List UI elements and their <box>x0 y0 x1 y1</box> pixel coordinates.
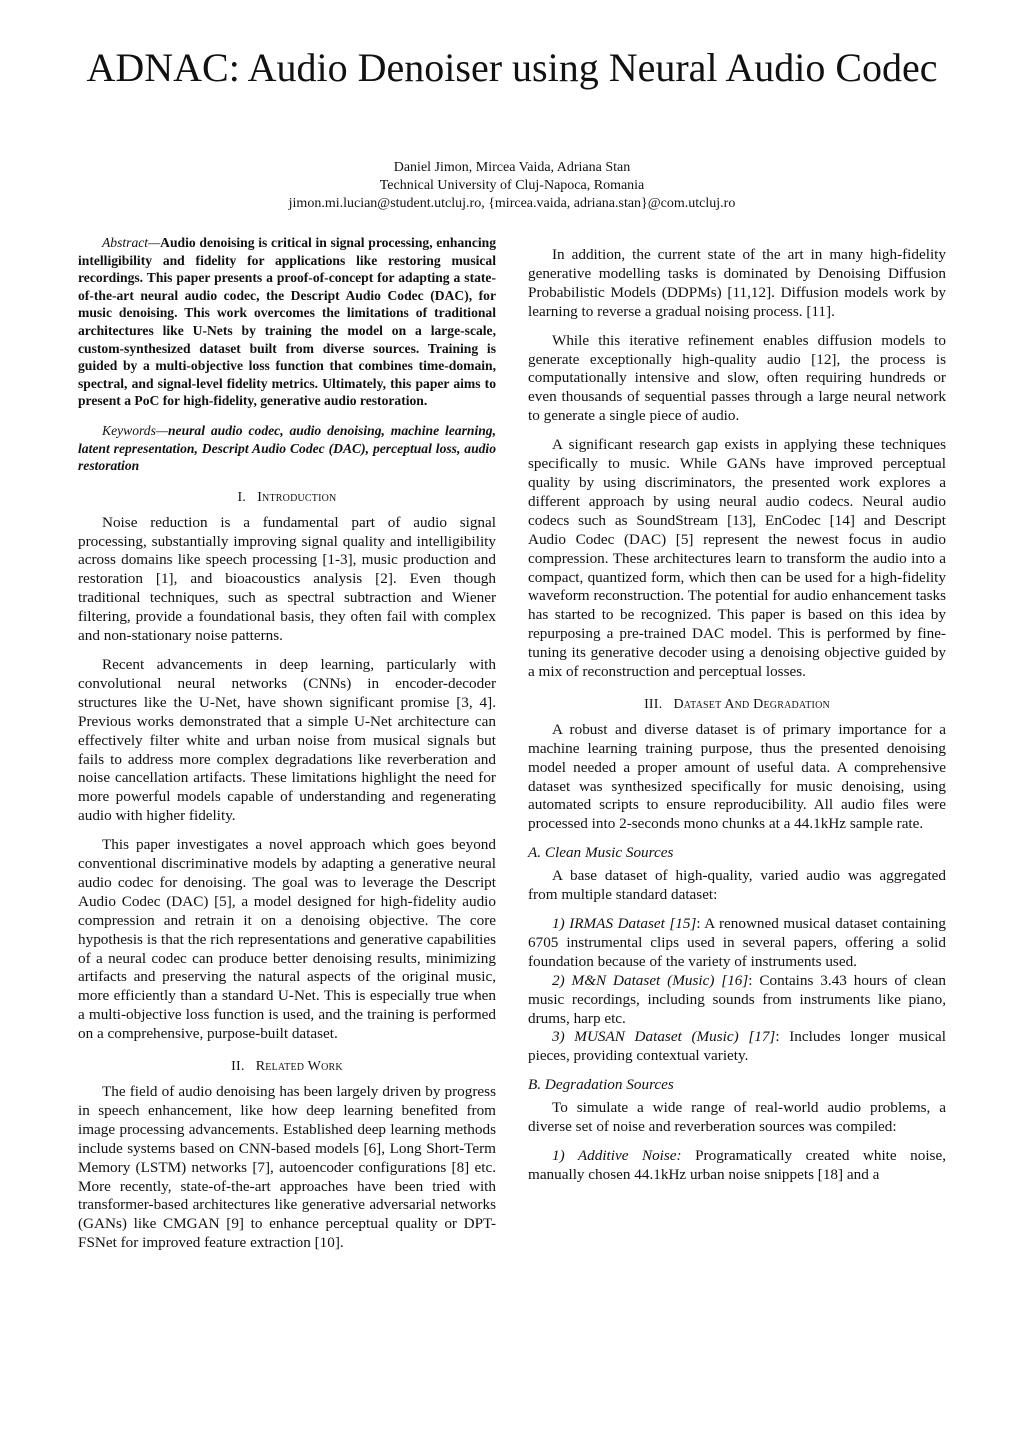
section-heading-dataset <box>528 696 946 715</box>
paper-title: ADNAC: Audio Denoiser using Neural Audio Codec <box>86 45 938 90</box>
author-block <box>80 159 944 213</box>
keywords-text: neural audio codec, audio denoising, machine learning, latent representation, Descript Audio Codec (DAC), perceptual loss, audio restoration <box>78 422 496 474</box>
intro-paragraph-2: Recent advancements in deep learning, particularly with convolutional neural networks (CNNs) in encoder-decoder structures like the U-Net, have shown significant promise [3, 4]. Previous works demonstrated that a simple U-Net architecture can effectively filter white and urban noise from musical signals but fails to address more complex degradations like reverberation and noise cancellation artifacts. These limitations highlight the need for more powerful models capable of understanding and regenerating audio with higher fidelity. <box>78 655 496 825</box>
section-title: Dataset And Degradation <box>673 696 830 712</box>
list-item-text: : A renowned musical dataset containing 6705 instrumental clips used in several papers, offering a solid foundation because of the variety of instruments used. <box>528 915 946 970</box>
list-item-additive-noise <box>528 1147 946 1185</box>
section-title: Introduction <box>257 489 337 505</box>
left-column <box>78 234 496 1253</box>
keywords <box>78 422 496 475</box>
right-column <box>528 234 946 1185</box>
list-item-text: : Includes longer musical pieces, providing contextual variety. <box>528 1028 946 1065</box>
clean-music-paragraph: A base dataset of high-quality, varied audio was aggregated from multiple standard dataset: <box>528 867 946 904</box>
related-paragraph-3: While this iterative refinement enables diffusion models to generate exceptionally high-quality audio [12], the process is computationally intensive and slow, often requiring hundreds or even thousands of sequential passes through a large neural network to generate a single piece of audio. <box>528 331 946 425</box>
list-item-label: 1) Additive Noise: <box>552 1146 682 1164</box>
intro-paragraph-3: This paper investigates a novel approach which goes beyond conventional discriminative models by adapting a generative neural audio codec for denoising. The goal was to leverage the Descript Audio Codec (DAC) [5], a model designed for high-fidelity audio compression and retrain it on a denoising objective. The core hypothesis is that the rich representations and generative capabilities of a neural codec can produce better denoising results, minimizing artifacts and preserving the natural aspects of the original music, more efficiently than a standard U-Net. This is especially true when a multi-objective loss function is used, and the training is performed on a comprehensive, purpose-built dataset. <box>78 836 496 1043</box>
list-item-label: 3) MUSAN Dataset (Music) [17] <box>552 1028 776 1046</box>
abstract-label: Abstract— <box>102 235 161 250</box>
list-item-irmas <box>528 915 946 972</box>
list-item-label: 2) M&N Dataset (Music) [16] <box>552 971 749 989</box>
list-item-mn <box>528 972 946 1029</box>
list-item-text: Programatically created white noise, manually chosen 44.1kHz urban noise snippets [18] and a <box>528 1146 946 1183</box>
related-paragraph-4: A significant research gap exists in applying these techniques specifically to music. While GANs have improved perceptual quality by using discriminators, the presented work explores a different approach by using neural audio codecs. Neural audio codecs such as SoundStream [13], EnCodec [14] and Descript Audio Codec (DAC) [5] represent the newest focus in audio compression. These architectures learn to transform the audio into a compact, quantized form, which then can be used for a high-fidelity waveform reconstruction. The potential for audio enhancement tasks has started to be recognized. This paper is based on this idea by repurposing a pre-trained DAC model. This is performed by fine-tuning its generative decoder using a denoising objective guided by a mix of reconstruction and perceptual losses. <box>528 436 946 681</box>
section-heading-introduction <box>78 489 496 508</box>
abstract-text: Audio denoising is critical in signal processing, enhancing intelligibility and fidelity for applications like restoring musical recordings. This paper presents a proof-of-concept for adapting a state-of-the-art neural audio codec, the Descript Audio Codec (DAC), for music denoising. This work overcomes the limitations of traditional architectures like U-Nets by training the model on a large-scale, custom-synthesized dataset built from diverse sources. Training is guided by a multi-objective loss function that combines time-domain, spectral, and signal-level fidelity metrics. Ultimately, this paper aims to present a PoC for high-fidelity, generative audio restoration. <box>78 235 496 409</box>
degradation-paragraph: To simulate a wide range of real-world audio problems, a diverse set of noise and reverberation sources was compiled: <box>528 1099 946 1136</box>
related-paragraph-2: In addition, the current state of the art in many high-fidelity generative modelling tasks is dominated by Denoising Diffusion Probabilistic Models (DDPMs) [11,12]. Diffusion models work by learning to reverse a gradual noising process. [11]. <box>528 246 946 320</box>
section-heading-related-work <box>78 1058 496 1077</box>
author-names: Daniel Jimon, Mircea Vaida, Adriana Stan <box>393 160 631 175</box>
section-number: II. <box>231 1059 245 1075</box>
author-emails: jimon.mi.lucian@student.utcluj.ro, {mircea.vaida, adriana.stan}@com.utcluj.ro <box>288 196 736 211</box>
related-paragraph-1: The field of audio denoising has been largely driven by progress in speech enhancement, like how deep learning benefited from image processing advancements. Established deep learning methods include systems based on CNN-based models [6], Long Short-Term Memory (LSTM) networks [7], autoencoder configurations [8] etc. More recently, state-of-the-art approaches have been tried with transformer-based architectures like generative adversarial networks (GANs) like CMGAN [9] to enhance perceptual quality or DPT-FSNet for improved feature extraction [10]. <box>78 1083 496 1252</box>
section-number: I. <box>237 489 247 505</box>
section-number: III. <box>644 696 663 712</box>
section-title: Related Work <box>255 1059 343 1075</box>
list-item-text: : Contains 3.43 hours of clean music recordings, including sounds from instruments like piano, drums, harp etc. <box>528 971 946 1027</box>
subsection-heading-degradation: B. Degradation Sources <box>528 1076 674 1094</box>
subsection-heading-clean-music: A. Clean Music Sources <box>528 844 674 862</box>
intro-paragraph-1: Noise reduction is a fundamental part of audio signal processing, substantially improving signal quality and intelligibility across domains like speech processing [1-3], music production and restoration [1], and bioacoustics analysis [2]. Even though traditional techniques, such as spectral subtraction and Wiener filtering, provide a foundational basis, they often fail with complex and non-stationary noise patterns. <box>78 513 496 645</box>
list-item-musan <box>528 1028 946 1066</box>
dataset-paragraph-1: A robust and diverse dataset is of primary importance for a machine learning training purpose, thus the presented denoising model needed a proper amount of useful data. A comprehensive dataset was synthesized specifically for music denoising, using automated scripts to ensure reproducibility. All audio files were processed into 2-seconds mono chunks at a 44.1kHz sample rate. <box>528 720 946 833</box>
abstract <box>78 234 496 410</box>
author-affiliation: Technical University of Cluj-Napoca, Romania <box>379 178 645 193</box>
list-item-label: 1) IRMAS Dataset [15] <box>552 915 697 932</box>
keywords-label: Keywords— <box>102 422 168 438</box>
